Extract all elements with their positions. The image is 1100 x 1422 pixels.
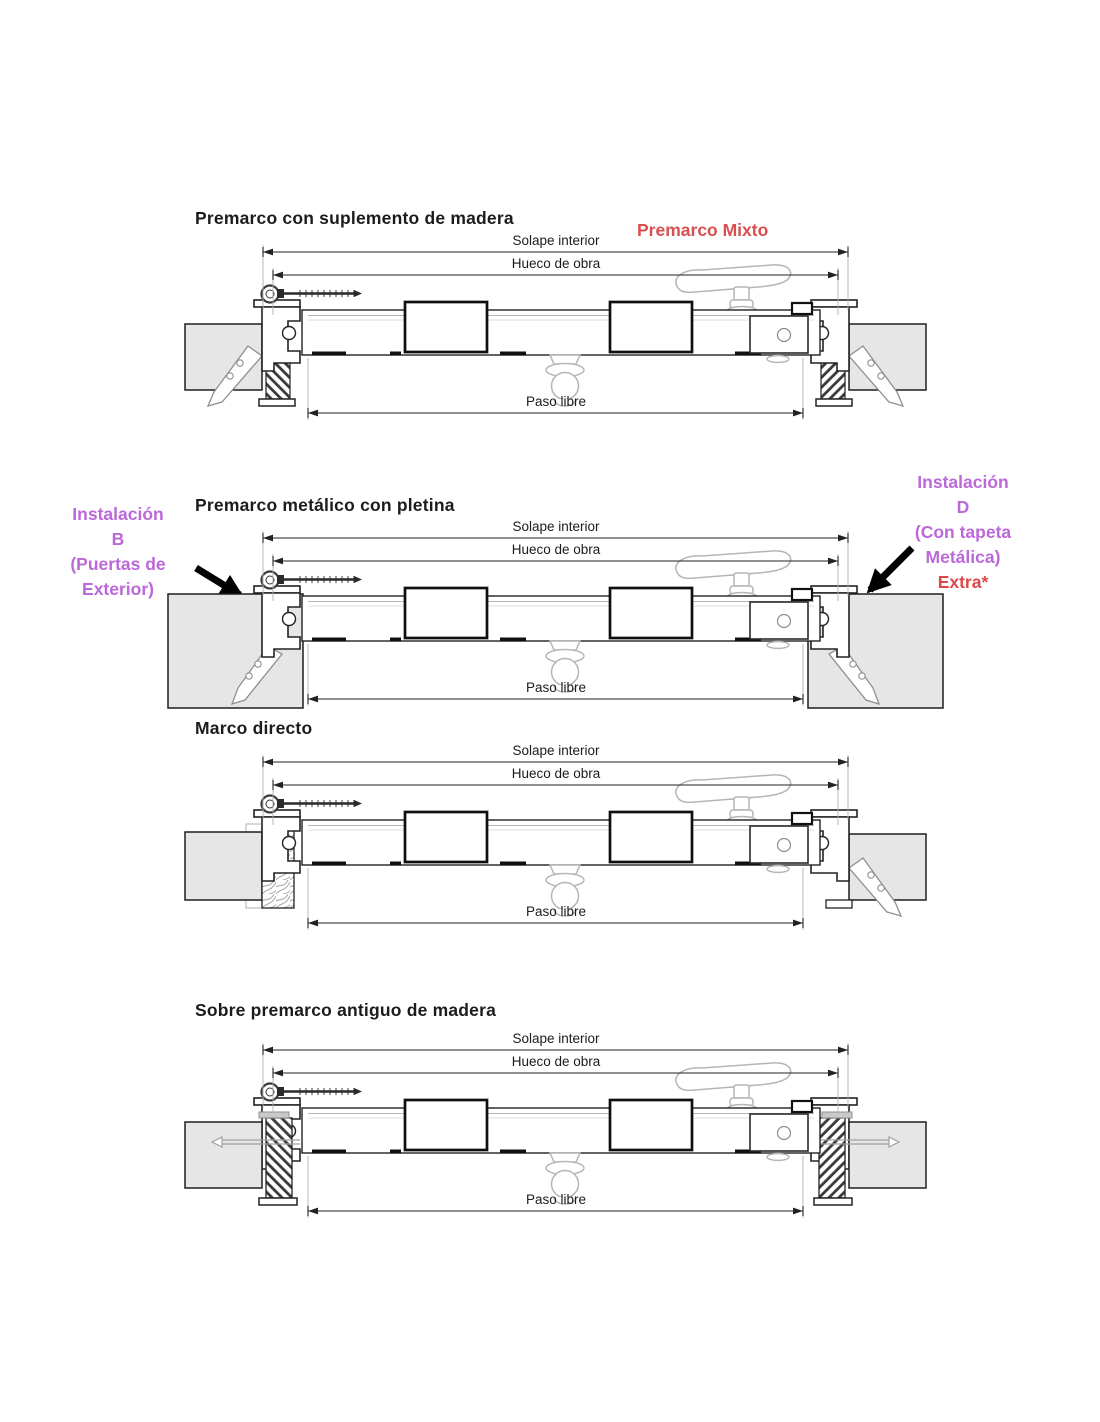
cross-section-diagram-old-premarco	[150, 1028, 970, 1225]
right-wall-assembly	[811, 1112, 926, 1205]
annotation-line: Instalación	[917, 472, 1009, 492]
door-leaf	[262, 265, 821, 406]
annotation-line: Exterior)	[82, 579, 154, 599]
section-3-title: Marco directo	[195, 718, 313, 738]
dim-label-paso: Paso libre	[525, 680, 587, 695]
dim-label-solape: Solape interior	[512, 233, 600, 248]
premarco-mixto-badge: Premarco Mixto	[637, 220, 769, 240]
annotation-line: (Puertas de	[70, 554, 166, 574]
annotation-line: Metálica)	[925, 547, 1001, 567]
annotation-line: D	[956, 497, 970, 517]
door-leaf	[262, 551, 821, 692]
section-4-title: Sobre premarco antiguo de madera	[195, 1000, 497, 1020]
section-2-title: Premarco metálico con pletina	[195, 495, 455, 515]
dim-label-paso: Paso libre	[525, 904, 587, 919]
dim-label-solape: Solape interior	[512, 1031, 600, 1046]
dim-label-solape: Solape interior	[512, 519, 600, 534]
cross-section-diagram-wood-supplement	[150, 230, 970, 427]
section-1-title: Premarco con suplemento de madera	[195, 208, 514, 228]
annotation-line: (Con tapeta	[914, 522, 1012, 542]
dim-label-solape: Solape interior	[512, 743, 600, 758]
door-leaf	[262, 775, 821, 916]
dim-label-hueco: Hueco de obra	[511, 542, 601, 557]
dim-label-hueco: Hueco de obra	[511, 766, 601, 781]
door-leaf	[262, 1063, 821, 1204]
dim-label-paso: Paso libre	[525, 1192, 587, 1207]
left-wall-assembly	[185, 1112, 300, 1205]
dim-label-hueco: Hueco de obra	[511, 256, 601, 271]
dim-label-paso: Paso libre	[525, 394, 587, 409]
annotation-line: Instalación	[72, 504, 164, 524]
annotation-extra: Extra*	[937, 572, 989, 592]
dim-label-hueco: Hueco de obra	[511, 1054, 601, 1069]
annotation-line: B	[111, 529, 125, 549]
cross-section-diagram-direct-frame	[150, 740, 970, 937]
cross-section-diagram-metal-premarco	[150, 516, 970, 716]
